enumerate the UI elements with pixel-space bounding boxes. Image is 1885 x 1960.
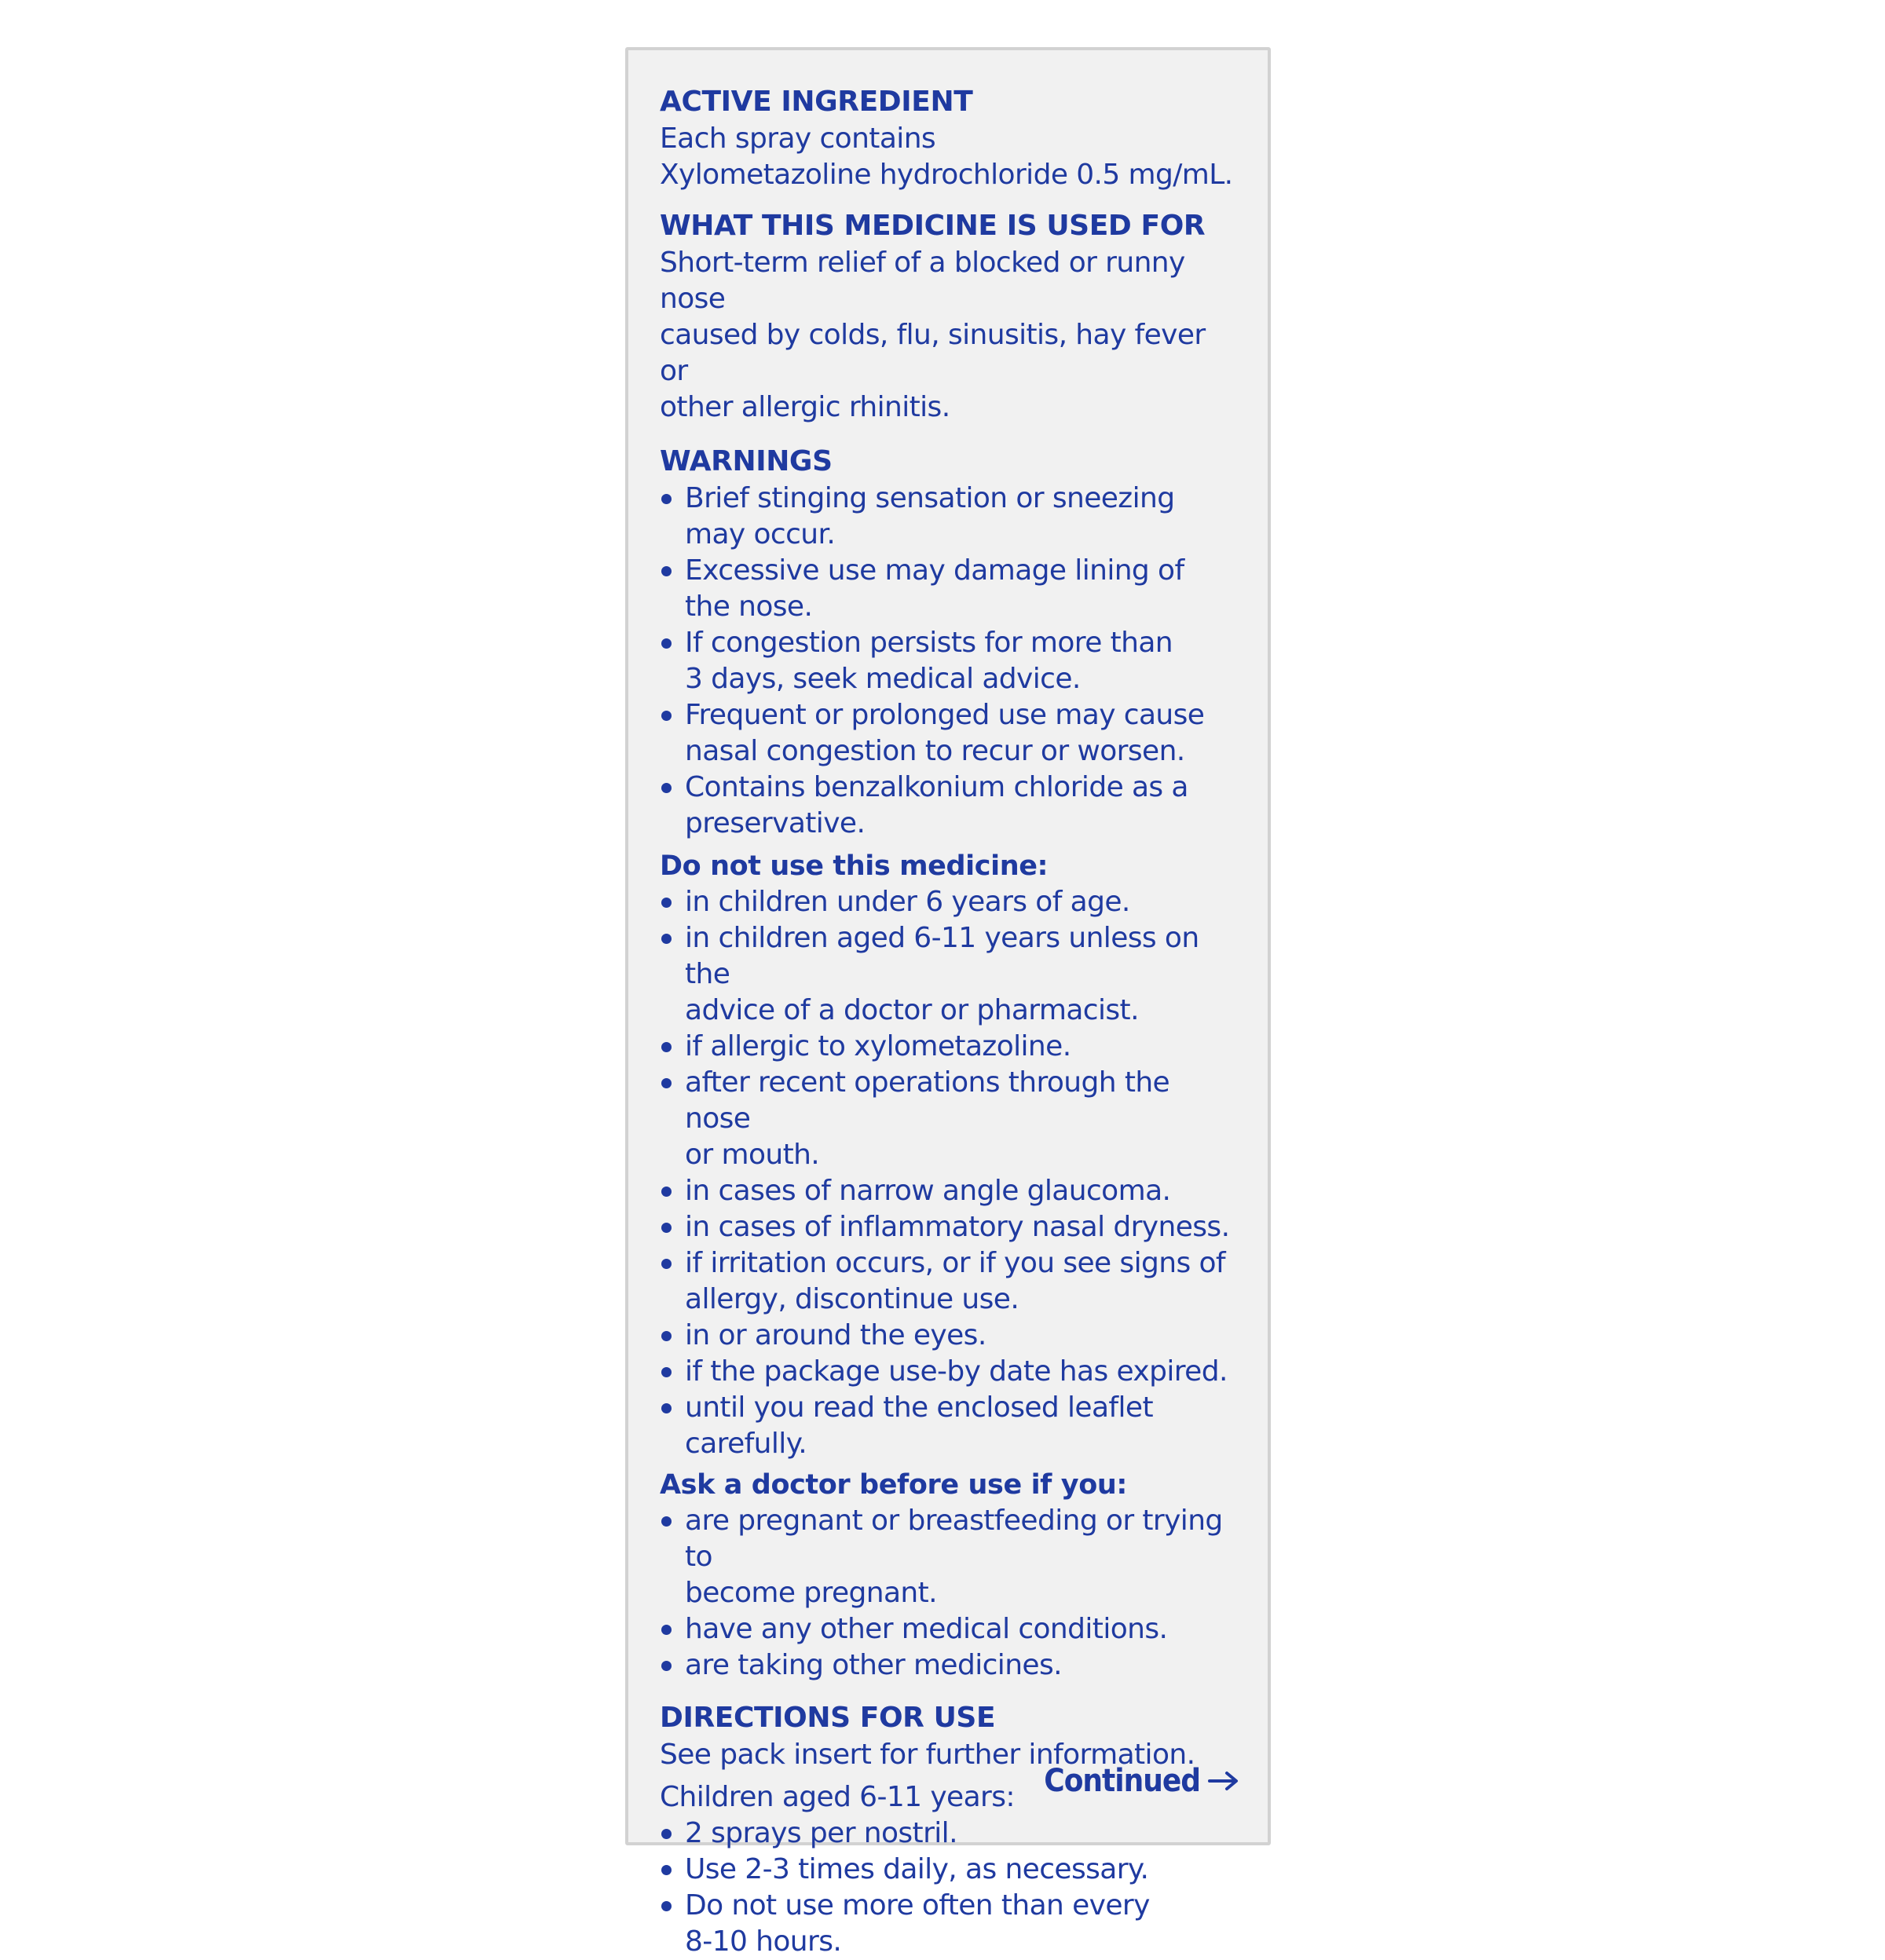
list-item-line: Brief stinging sensation or sneezing xyxy=(685,482,1175,514)
bullet-icon xyxy=(661,1403,672,1413)
continued-indicator xyxy=(1044,1762,1239,1800)
bullet-icon xyxy=(661,1829,672,1839)
bullet-icon xyxy=(661,1661,672,1671)
arrow-right-icon xyxy=(1208,1770,1239,1792)
list-item-line: Frequent or prolonged use may cause xyxy=(685,699,1205,731)
bullet-icon xyxy=(661,783,672,793)
active-ingredient-heading: ACTIVE INGREDIENT xyxy=(660,86,973,118)
bullet-icon xyxy=(661,1367,672,1377)
used-for-line: caused by colds, flu, sinusitis, hay fever or xyxy=(660,319,1206,387)
bullet-icon xyxy=(661,1259,672,1269)
list-item-line: Excessive use may damage lining of xyxy=(685,554,1184,587)
used-for-line: Short-term relief of a blocked or runny nose xyxy=(660,247,1185,315)
directions-list xyxy=(660,1816,1239,1960)
directions-heading: DIRECTIONS FOR USE xyxy=(660,1702,996,1734)
medicine-label-panel xyxy=(625,47,1271,1958)
list-item xyxy=(660,553,1239,625)
list-item-line: Do not use more often than every xyxy=(685,1889,1150,1922)
used-for-heading: WHAT THIS MEDICINE IS USED FOR xyxy=(660,210,1206,242)
list-item-line: preservative. xyxy=(685,807,866,839)
list-item xyxy=(660,1503,1239,1611)
list-item-line: If congestion persists for more than xyxy=(685,627,1173,659)
list-item-line: if allergic to xylometazoline. xyxy=(685,1030,1071,1062)
bullet-icon xyxy=(661,711,672,721)
list-item-line: become pregnant. xyxy=(685,1577,937,1609)
active-ingredient-line: Each spray contains xyxy=(660,122,936,155)
directions-section xyxy=(660,1699,1239,1960)
bullet-icon xyxy=(661,1516,672,1527)
do-not-use-heading: Do not use this medicine: xyxy=(660,850,1049,882)
ask-doctor-section xyxy=(660,1467,1239,1684)
bullet-icon xyxy=(661,1625,672,1635)
bullet-icon xyxy=(661,1331,672,1341)
warnings-list xyxy=(660,481,1239,842)
list-item-line: in children under 6 years of age. xyxy=(685,886,1130,918)
warnings-heading: WARNINGS xyxy=(660,445,833,477)
used-for-section xyxy=(660,207,1239,426)
list-item xyxy=(660,1029,1239,1065)
bullet-icon xyxy=(661,1187,672,1197)
ask-doctor-list xyxy=(660,1503,1239,1684)
list-item xyxy=(660,625,1239,697)
list-item xyxy=(660,1318,1239,1354)
bullet-icon xyxy=(661,898,672,908)
active-ingredient-section xyxy=(660,83,1239,193)
list-item-line: have any other medical conditions. xyxy=(685,1613,1168,1645)
list-item xyxy=(660,1354,1239,1390)
ask-doctor-heading: Ask a doctor before use if you: xyxy=(660,1469,1127,1501)
bullet-icon xyxy=(661,1042,672,1052)
list-item xyxy=(660,1611,1239,1647)
active-ingredient-line: Xylometazoline hydrochloride 0.5 mg/mL. xyxy=(660,159,1233,191)
bullet-icon xyxy=(661,638,672,649)
list-item-line: in children aged 6-11 years unless on the xyxy=(685,922,1199,990)
list-item xyxy=(660,1209,1239,1245)
list-item xyxy=(660,481,1239,553)
do-not-use-list xyxy=(660,884,1239,1462)
list-item xyxy=(660,1173,1239,1209)
bullet-icon xyxy=(661,1901,672,1911)
list-item xyxy=(660,1245,1239,1318)
list-item-line: advice of a doctor or pharmacist. xyxy=(685,994,1139,1026)
list-item xyxy=(660,884,1239,920)
list-item-line: in cases of narrow angle glaucoma. xyxy=(685,1175,1171,1207)
list-item-line: until you read the enclosed leaflet carefully. xyxy=(685,1391,1153,1460)
list-item xyxy=(660,697,1239,770)
directions-intro: See pack insert for further information. xyxy=(660,1739,1195,1771)
list-item-line: 8-10 hours. xyxy=(685,1925,842,1958)
do-not-use-section xyxy=(660,848,1239,1462)
list-item xyxy=(660,1888,1239,1960)
bullet-icon xyxy=(661,566,672,576)
list-item xyxy=(660,1647,1239,1684)
list-item-line: allergy, discontinue use. xyxy=(685,1283,1019,1315)
list-item-line: if irritation occurs, or if you see signs of xyxy=(685,1247,1225,1279)
bullet-icon xyxy=(661,1078,672,1088)
list-item xyxy=(660,770,1239,842)
bullet-icon xyxy=(661,934,672,944)
children-dosage-label: Children aged 6-11 years: xyxy=(660,1781,1015,1813)
continued-label: Continued xyxy=(1044,1763,1200,1799)
list-item-line: are pregnant or breastfeeding or trying to xyxy=(685,1505,1223,1573)
list-item-line: in cases of inflammatory nasal dryness. xyxy=(685,1211,1230,1243)
bullet-icon xyxy=(661,494,672,504)
list-item xyxy=(660,1816,1239,1852)
list-item-line: the nose. xyxy=(685,591,813,623)
list-item-line: if the package use-by date has expired. xyxy=(685,1355,1228,1388)
list-item-line: 3 days, seek medical advice. xyxy=(685,663,1081,695)
list-item-line: after recent operations through the nose xyxy=(685,1066,1170,1135)
list-item xyxy=(660,920,1239,1029)
list-item xyxy=(660,1852,1239,1888)
list-item-line: Contains benzalkonium chloride as a xyxy=(685,771,1188,803)
list-item-line: may occur. xyxy=(685,518,836,550)
list-item-line: 2 sprays per nostril. xyxy=(685,1817,957,1849)
list-item-line: Use 2-3 times daily, as necessary. xyxy=(685,1853,1149,1885)
list-item xyxy=(660,1065,1239,1173)
list-item-line: in or around the eyes. xyxy=(685,1319,986,1351)
used-for-line: other allergic rhinitis. xyxy=(660,391,950,423)
list-item-line: nasal congestion to recur or worsen. xyxy=(685,735,1185,767)
list-item-line: are taking other medicines. xyxy=(685,1649,1062,1681)
list-item xyxy=(660,1390,1239,1462)
list-item-line: or mouth. xyxy=(685,1139,820,1171)
bullet-icon xyxy=(661,1865,672,1875)
warnings-section xyxy=(660,443,1239,842)
bullet-icon xyxy=(661,1223,672,1233)
